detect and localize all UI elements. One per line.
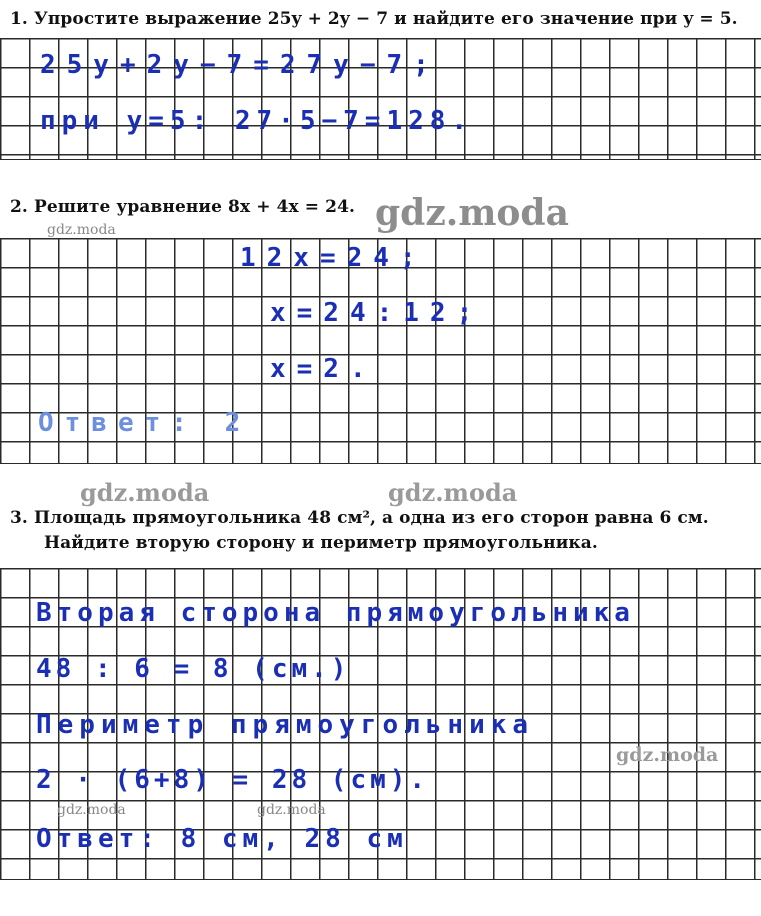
watermark: gdz.moda: [80, 478, 210, 507]
task-3-handwriting-line-1: Вторая сторона прямоугольника: [36, 598, 635, 628]
watermark: gdz.moda: [375, 192, 569, 234]
task-3-handwriting-line-2: 48 : 6 = 8 (см.): [36, 654, 351, 684]
task-3-answer: Ответ: 8 см, 28 см: [36, 824, 408, 854]
task-3-statement-line-1: 3. Площадь прямоугольника 48 см², а одна из его сторон равна 6 см.: [10, 508, 709, 528]
task-2-handwriting-line-3: x=2.: [270, 354, 377, 384]
watermark: gdz.moda: [57, 802, 126, 818]
watermark: gdz.moda: [616, 744, 719, 766]
task-1-statement: 1. Упростите выражение 25y + 2y − 7 и найдите его значение при y = 5.: [10, 9, 738, 29]
task-1-handwriting-line-1: 25y+2y−7=27y−7;: [40, 50, 440, 80]
task-2-answer: Ответ: 2: [38, 408, 252, 438]
task-2-handwriting-line-1: 12x=24;: [240, 243, 427, 273]
watermark: gdz.moda: [388, 478, 518, 507]
watermark: gdz.moda: [47, 222, 116, 238]
task-3-handwriting-line-3: Периметр прямоугольника: [36, 710, 535, 740]
task-3-handwriting-line-4: 2 · (6+8) = 28 (см).: [36, 765, 430, 795]
task-3-statement-line-2: Найдите вторую сторону и периметр прямоугольника.: [44, 533, 598, 553]
task-1-handwriting-line-2: при y=5: 27·5−7=128.: [40, 106, 474, 136]
task-2-handwriting-line-2: x=24:12;: [270, 298, 484, 328]
watermark: gdz.moda: [257, 802, 326, 818]
task-2-statement: 2. Решите уравнение 8x + 4x = 24.: [10, 197, 356, 217]
